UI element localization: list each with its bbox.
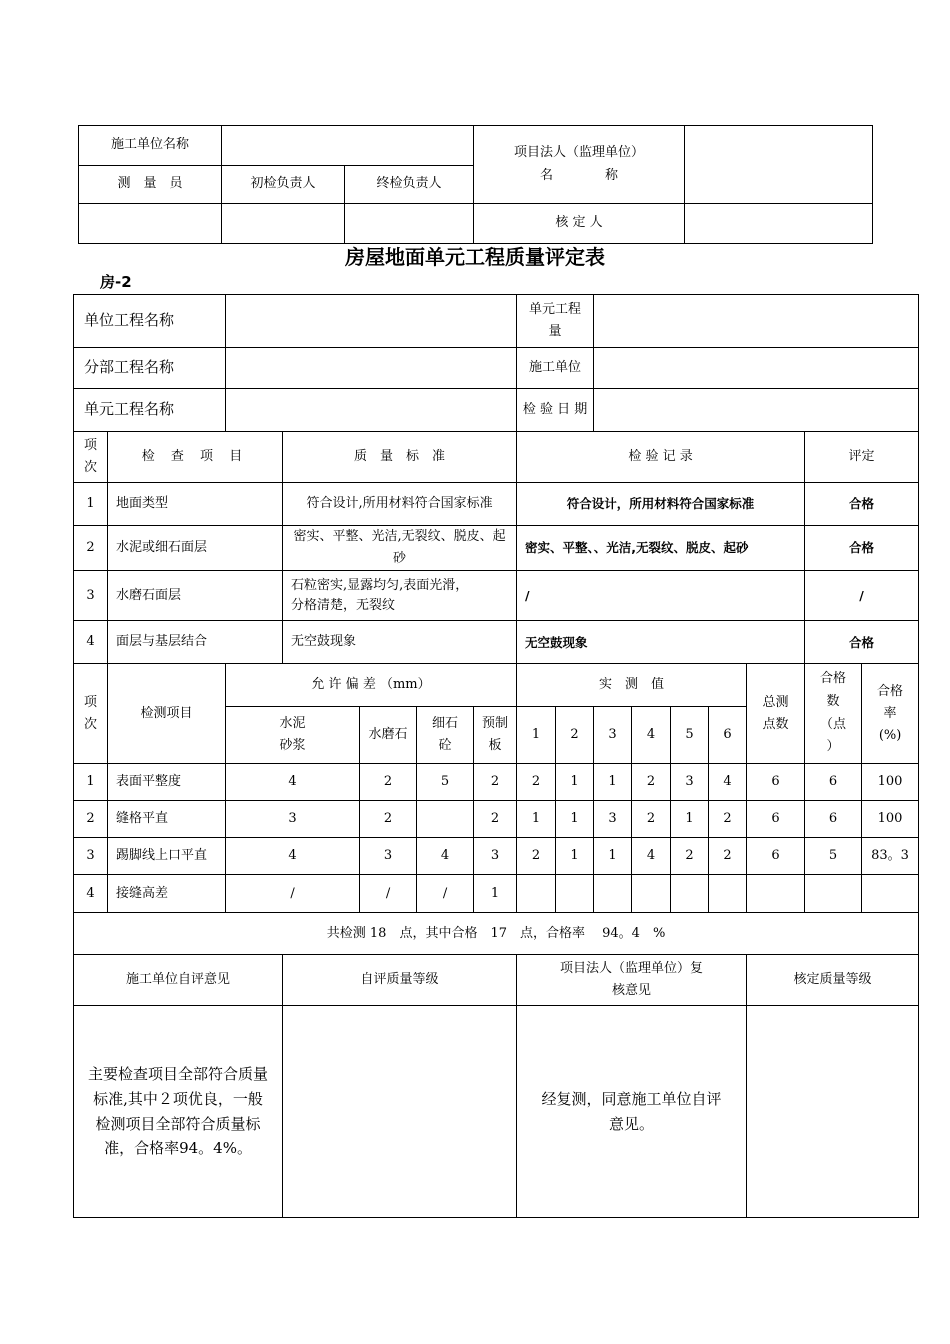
check-row-no: 2: [74, 526, 108, 571]
check-row-no: 4: [74, 621, 108, 664]
measured-value: [556, 875, 594, 913]
page-title: 房屋地面单元工程质量评定表: [345, 245, 605, 269]
project-legal-person-label: 项目法人（监理单位） 名 称: [474, 126, 685, 204]
cement-value: /: [226, 875, 360, 913]
project-legal-person-value[interactable]: [685, 126, 873, 204]
precast-slab-header: 预制 板: [474, 707, 517, 764]
pass-rate-value: 100: [862, 801, 919, 838]
summary-line: 共检测 18 点，其中合格 17 点，合格率 94。4 %: [74, 913, 919, 955]
check-row: [74, 526, 919, 571]
pass-points-header: 合格 数 （点 ）: [805, 664, 862, 764]
element-project-name-value[interactable]: [226, 389, 517, 432]
measure-row-no: 3: [74, 838, 108, 875]
measured-value: [671, 875, 709, 913]
terrazzo-value: 2: [360, 764, 417, 801]
self-grade-value[interactable]: [283, 1006, 517, 1218]
measured-value: [632, 875, 671, 913]
fine-concrete-header: 细石 砼: [417, 707, 474, 764]
point-header: 4: [632, 707, 671, 764]
fine-value: 4: [417, 838, 474, 875]
measured-value: 2: [517, 838, 556, 875]
self-grade-header: 自评质量等级: [283, 955, 517, 1006]
measure-seq-header: 项 次: [74, 664, 108, 764]
inspection-record-header: 检 验 记 录: [517, 432, 805, 483]
measured-value: 2: [632, 801, 671, 838]
pass-points-value: 5: [805, 838, 862, 875]
construction-unit-name-value[interactable]: [222, 126, 474, 166]
cement-value: 3: [226, 801, 360, 838]
pass-points-value: 6: [805, 801, 862, 838]
form-code: 房-2: [100, 273, 132, 291]
precast-value: 1: [474, 875, 517, 913]
check-row: [74, 621, 919, 664]
total-points-value: 6: [747, 764, 805, 801]
check-row-record: 密实、平整、、光洁,无裂纹、脱皮、起砂: [517, 526, 805, 571]
check-row-standard: 石粒密实,显露均匀,表面光滑， 分格清楚，无裂纹: [283, 571, 517, 621]
check-row-rating: /: [805, 571, 919, 621]
inspection-date-value[interactable]: [594, 389, 919, 432]
construction-unit-name-label: 施工单位名称: [79, 126, 222, 166]
pass-rate-value: 83。3: [862, 838, 919, 875]
fine-value: /: [417, 875, 474, 913]
inspection-date-label: 检 验 日 期: [517, 389, 594, 432]
measured-value: 1: [556, 838, 594, 875]
check-row-standard: 密实、平整、光洁,无裂纹、脱皮、起砂: [283, 526, 517, 571]
surveyor-value[interactable]: [79, 204, 222, 244]
check-row-item: 地面类型: [108, 483, 283, 526]
measured-value: 1: [556, 801, 594, 838]
review-opinion-header: 项目法人（监理单位）复 核意见: [517, 955, 747, 1006]
total-points-header: 总测 点数: [747, 664, 805, 764]
check-row-no: 1: [74, 483, 108, 526]
sub-project-name-label: 分部工程名称: [74, 348, 226, 389]
check-row: [74, 483, 919, 526]
precast-value: 3: [474, 838, 517, 875]
verified-grade-header: 核定质量等级: [747, 955, 919, 1006]
terrazzo-value: 2: [360, 801, 417, 838]
final-inspector-label: 终检负责人: [345, 166, 474, 204]
measured-value: 1: [594, 764, 632, 801]
total-points-value: [747, 875, 805, 913]
check-row-rating: 合格: [805, 621, 919, 664]
measured-value: 2: [517, 764, 556, 801]
measured-value: 2: [709, 801, 747, 838]
quality-standard-header: 质 量 标 准: [283, 432, 517, 483]
construction-unit-value[interactable]: [594, 348, 919, 389]
total-points-value: 6: [747, 838, 805, 875]
check-row: [74, 571, 919, 621]
measured-value: 1: [594, 838, 632, 875]
cement-mortar-header: 水泥 砂浆: [226, 707, 360, 764]
verifier-value[interactable]: [685, 204, 873, 244]
measure-row: [74, 875, 919, 913]
first-inspector-value[interactable]: [222, 204, 345, 244]
allowed-deviation-header: 允 许 偏 差 （mm）: [226, 664, 517, 707]
unit-work-qty-value[interactable]: [594, 295, 919, 348]
check-row-rating: 合格: [805, 526, 919, 571]
check-row-no: 3: [74, 571, 108, 621]
total-points-value: 6: [747, 801, 805, 838]
self-opinion-text: 主要检查项目全部符合质量标准,其中２项优良，一般检测项目全部符合质量标准，合格率94。4%。: [74, 1006, 283, 1218]
measure-row-no: 4: [74, 875, 108, 913]
measured-value: 4: [632, 838, 671, 875]
measured-value: 1: [671, 801, 709, 838]
element-project-name-label: 单元工程名称: [74, 389, 226, 432]
point-header: 2: [556, 707, 594, 764]
fine-value: [417, 801, 474, 838]
pass-points-value: [805, 875, 862, 913]
measure-row: [74, 838, 919, 875]
measured-value: 2: [671, 838, 709, 875]
pass-points-value: 6: [805, 764, 862, 801]
point-header: 6: [709, 707, 747, 764]
measure-row-item: 表面平整度: [108, 764, 226, 801]
measured-value: 1: [517, 801, 556, 838]
measure-row: [74, 801, 919, 838]
measured-value: [594, 875, 632, 913]
check-row-record: 无空鼓现象: [517, 621, 805, 664]
terrazzo-value: /: [360, 875, 417, 913]
surveyor-label: 测 量 员: [79, 166, 222, 204]
check-row-item: 面层与基层结合: [108, 621, 283, 664]
point-header: 1: [517, 707, 556, 764]
measured-value: 3: [594, 801, 632, 838]
precast-value: 2: [474, 801, 517, 838]
unit-work-qty-label: 单元工程 量: [517, 295, 594, 348]
verifier-label: 核 定 人: [474, 204, 685, 244]
pass-rate-value: [862, 875, 919, 913]
header-signature-table: [78, 125, 873, 244]
check-row-record: /: [517, 571, 805, 621]
terrazzo-value: 3: [360, 838, 417, 875]
first-inspector-label: 初检负责人: [222, 166, 345, 204]
review-opinion-text: 经复测，同意施工单位自评意见。: [517, 1006, 747, 1218]
measure-row: [74, 764, 919, 801]
precast-value: 2: [474, 764, 517, 801]
point-header: 3: [594, 707, 632, 764]
terrazzo-header: 水磨石: [360, 707, 417, 764]
pass-rate-header: 合格 率 (%): [862, 664, 919, 764]
measured-value: [709, 875, 747, 913]
rating-header: 评定: [805, 432, 919, 483]
measure-item-header: 检测项目: [108, 664, 226, 764]
check-row-rating: 合格: [805, 483, 919, 526]
measured-value: 2: [632, 764, 671, 801]
check-seq-header: 项 次: [74, 432, 108, 483]
measured-value: [517, 875, 556, 913]
final-inspector-value[interactable]: [345, 204, 474, 244]
measure-row-no: 2: [74, 801, 108, 838]
measured-value: 3: [671, 764, 709, 801]
cement-value: 4: [226, 764, 360, 801]
check-row-record: 符合设计，所用材料符合国家标准: [517, 483, 805, 526]
cement-value: 4: [226, 838, 360, 875]
measured-value: 2: [709, 838, 747, 875]
evaluation-table: [73, 294, 919, 1218]
check-row-item: 水磨石面层: [108, 571, 283, 621]
check-item-header: 检 查 项 目: [108, 432, 283, 483]
measure-row-item: 接缝高差: [108, 875, 226, 913]
measured-value: 4: [709, 764, 747, 801]
fine-value: 5: [417, 764, 474, 801]
self-opinion-header: 施工单位自评意见: [74, 955, 283, 1006]
measure-row-no: 1: [74, 764, 108, 801]
measured-value: 1: [556, 764, 594, 801]
measured-values-header: 实 测 值: [517, 664, 747, 707]
pass-rate-value: 100: [862, 764, 919, 801]
verified-grade-value[interactable]: [747, 1006, 919, 1218]
measure-row-item: 踢脚线上口平直: [108, 838, 226, 875]
check-row-item: 水泥或细石面层: [108, 526, 283, 571]
check-row-standard: 符合设计,所用材料符合国家标准: [283, 483, 517, 526]
unit-project-name-label: 单位工程名称: [74, 295, 226, 348]
point-header: 5: [671, 707, 709, 764]
measure-row-item: 缝格平直: [108, 801, 226, 838]
unit-project-name-value[interactable]: [226, 295, 517, 348]
construction-unit-label: 施工单位: [517, 348, 594, 389]
check-row-standard: 无空鼓现象: [283, 621, 517, 664]
sub-project-name-value[interactable]: [226, 348, 517, 389]
